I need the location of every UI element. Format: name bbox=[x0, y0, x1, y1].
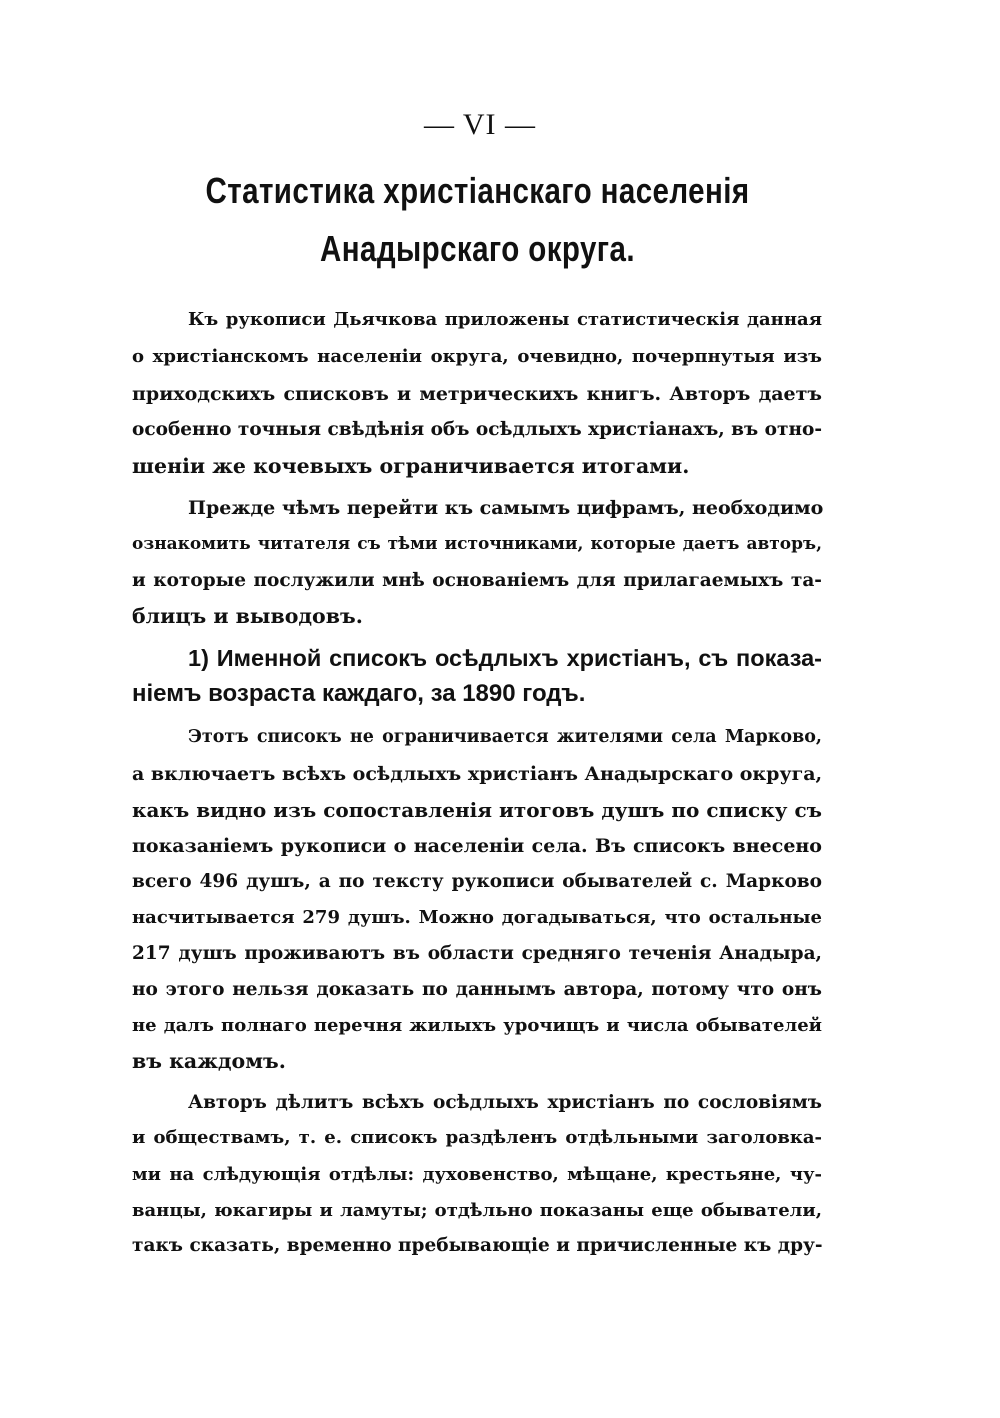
text-line: въ каждомъ. bbox=[132, 1049, 286, 1073]
page-title-line-2: Анадырскаго округа. bbox=[320, 228, 635, 269]
text-line: какъ видно изъ сопоставленія итоговъ душъ по списку съ bbox=[132, 798, 822, 822]
text-line: всего 496 душъ, а по тексту рукописи обывателей с. Марково bbox=[132, 871, 822, 892]
text-line: ознакомить читателя съ тѣми источниками, которые даетъ авторъ, bbox=[132, 534, 822, 554]
text-line: такъ сказать, временно пребывающіе и причисленные къ дру- bbox=[132, 1235, 823, 1256]
text-line: шеніи же кочевыхъ ограничивается итогами. bbox=[132, 454, 690, 478]
text-line: и обществамъ, т. е. списокъ раздѣленъ отдѣльными заголовка- bbox=[132, 1127, 822, 1148]
text-line: Авторъ дѣлитъ всѣхъ осѣдлыхъ христіанъ по сословіямъ bbox=[188, 1092, 822, 1113]
page-title-line-1: Статистика христіанскаго населенія bbox=[205, 170, 750, 211]
text-line: Прежде чѣмъ перейти къ самымъ цифрамъ, необходимо bbox=[188, 497, 824, 519]
text-line: приходскихъ списковъ и метрическихъ книгъ. Авторъ даетъ bbox=[132, 383, 822, 405]
text-line: Этотъ списокъ не ограничивается жителями села Марково, bbox=[188, 727, 822, 747]
text-line: о христіанскомъ населеніи округа, очевидно, почерпнутыя изъ bbox=[132, 346, 822, 367]
text-line: насчитывается 279 душъ. Можно догадываться, что остальные bbox=[132, 907, 822, 928]
text-line: особенно точныя свѣдѣнія объ осѣдлыхъ христіанахъ, въ отно- bbox=[132, 419, 823, 440]
text-line: блицъ и выводовъ. bbox=[132, 604, 363, 628]
text-line: а включаетъ всѣхъ осѣдлыхъ христіанъ Анадырскаго округа, bbox=[132, 763, 823, 785]
text-line: ванцы, юкагиры и ламуты; отдѣльно показаны еще обыватели, bbox=[132, 1200, 822, 1221]
page-number: — VI — bbox=[423, 108, 537, 141]
text-line: не далъ полнаго перечня жилыхъ урочищъ и числа обывателей bbox=[132, 1015, 822, 1036]
text-line: и которые послужили мнѣ основаніемъ для прилагаемыхъ та- bbox=[132, 570, 822, 591]
text-line: показаніемъ рукописи о населеніи села. Въ списокъ внесено bbox=[132, 835, 822, 857]
text-line: Къ рукописи Дьячкова приложены статистическія данная bbox=[188, 309, 822, 330]
section-heading: 1) Именной списокъ осѣдлыхъ христіанъ, съ показа- bbox=[188, 645, 822, 671]
section-heading: ніемъ возраста каждаго, за 1890 годъ. bbox=[132, 680, 586, 707]
text-line: но этого нельзя доказать по даннымъ автора, потому что онъ bbox=[132, 979, 822, 1000]
text-line: ми на слѣдующія отдѣлы: духовенство, мѣщане, крестьяне, чу- bbox=[132, 1164, 822, 1185]
text-line: 217 душъ проживаютъ въ области средняго теченія Анадыра, bbox=[132, 943, 822, 964]
